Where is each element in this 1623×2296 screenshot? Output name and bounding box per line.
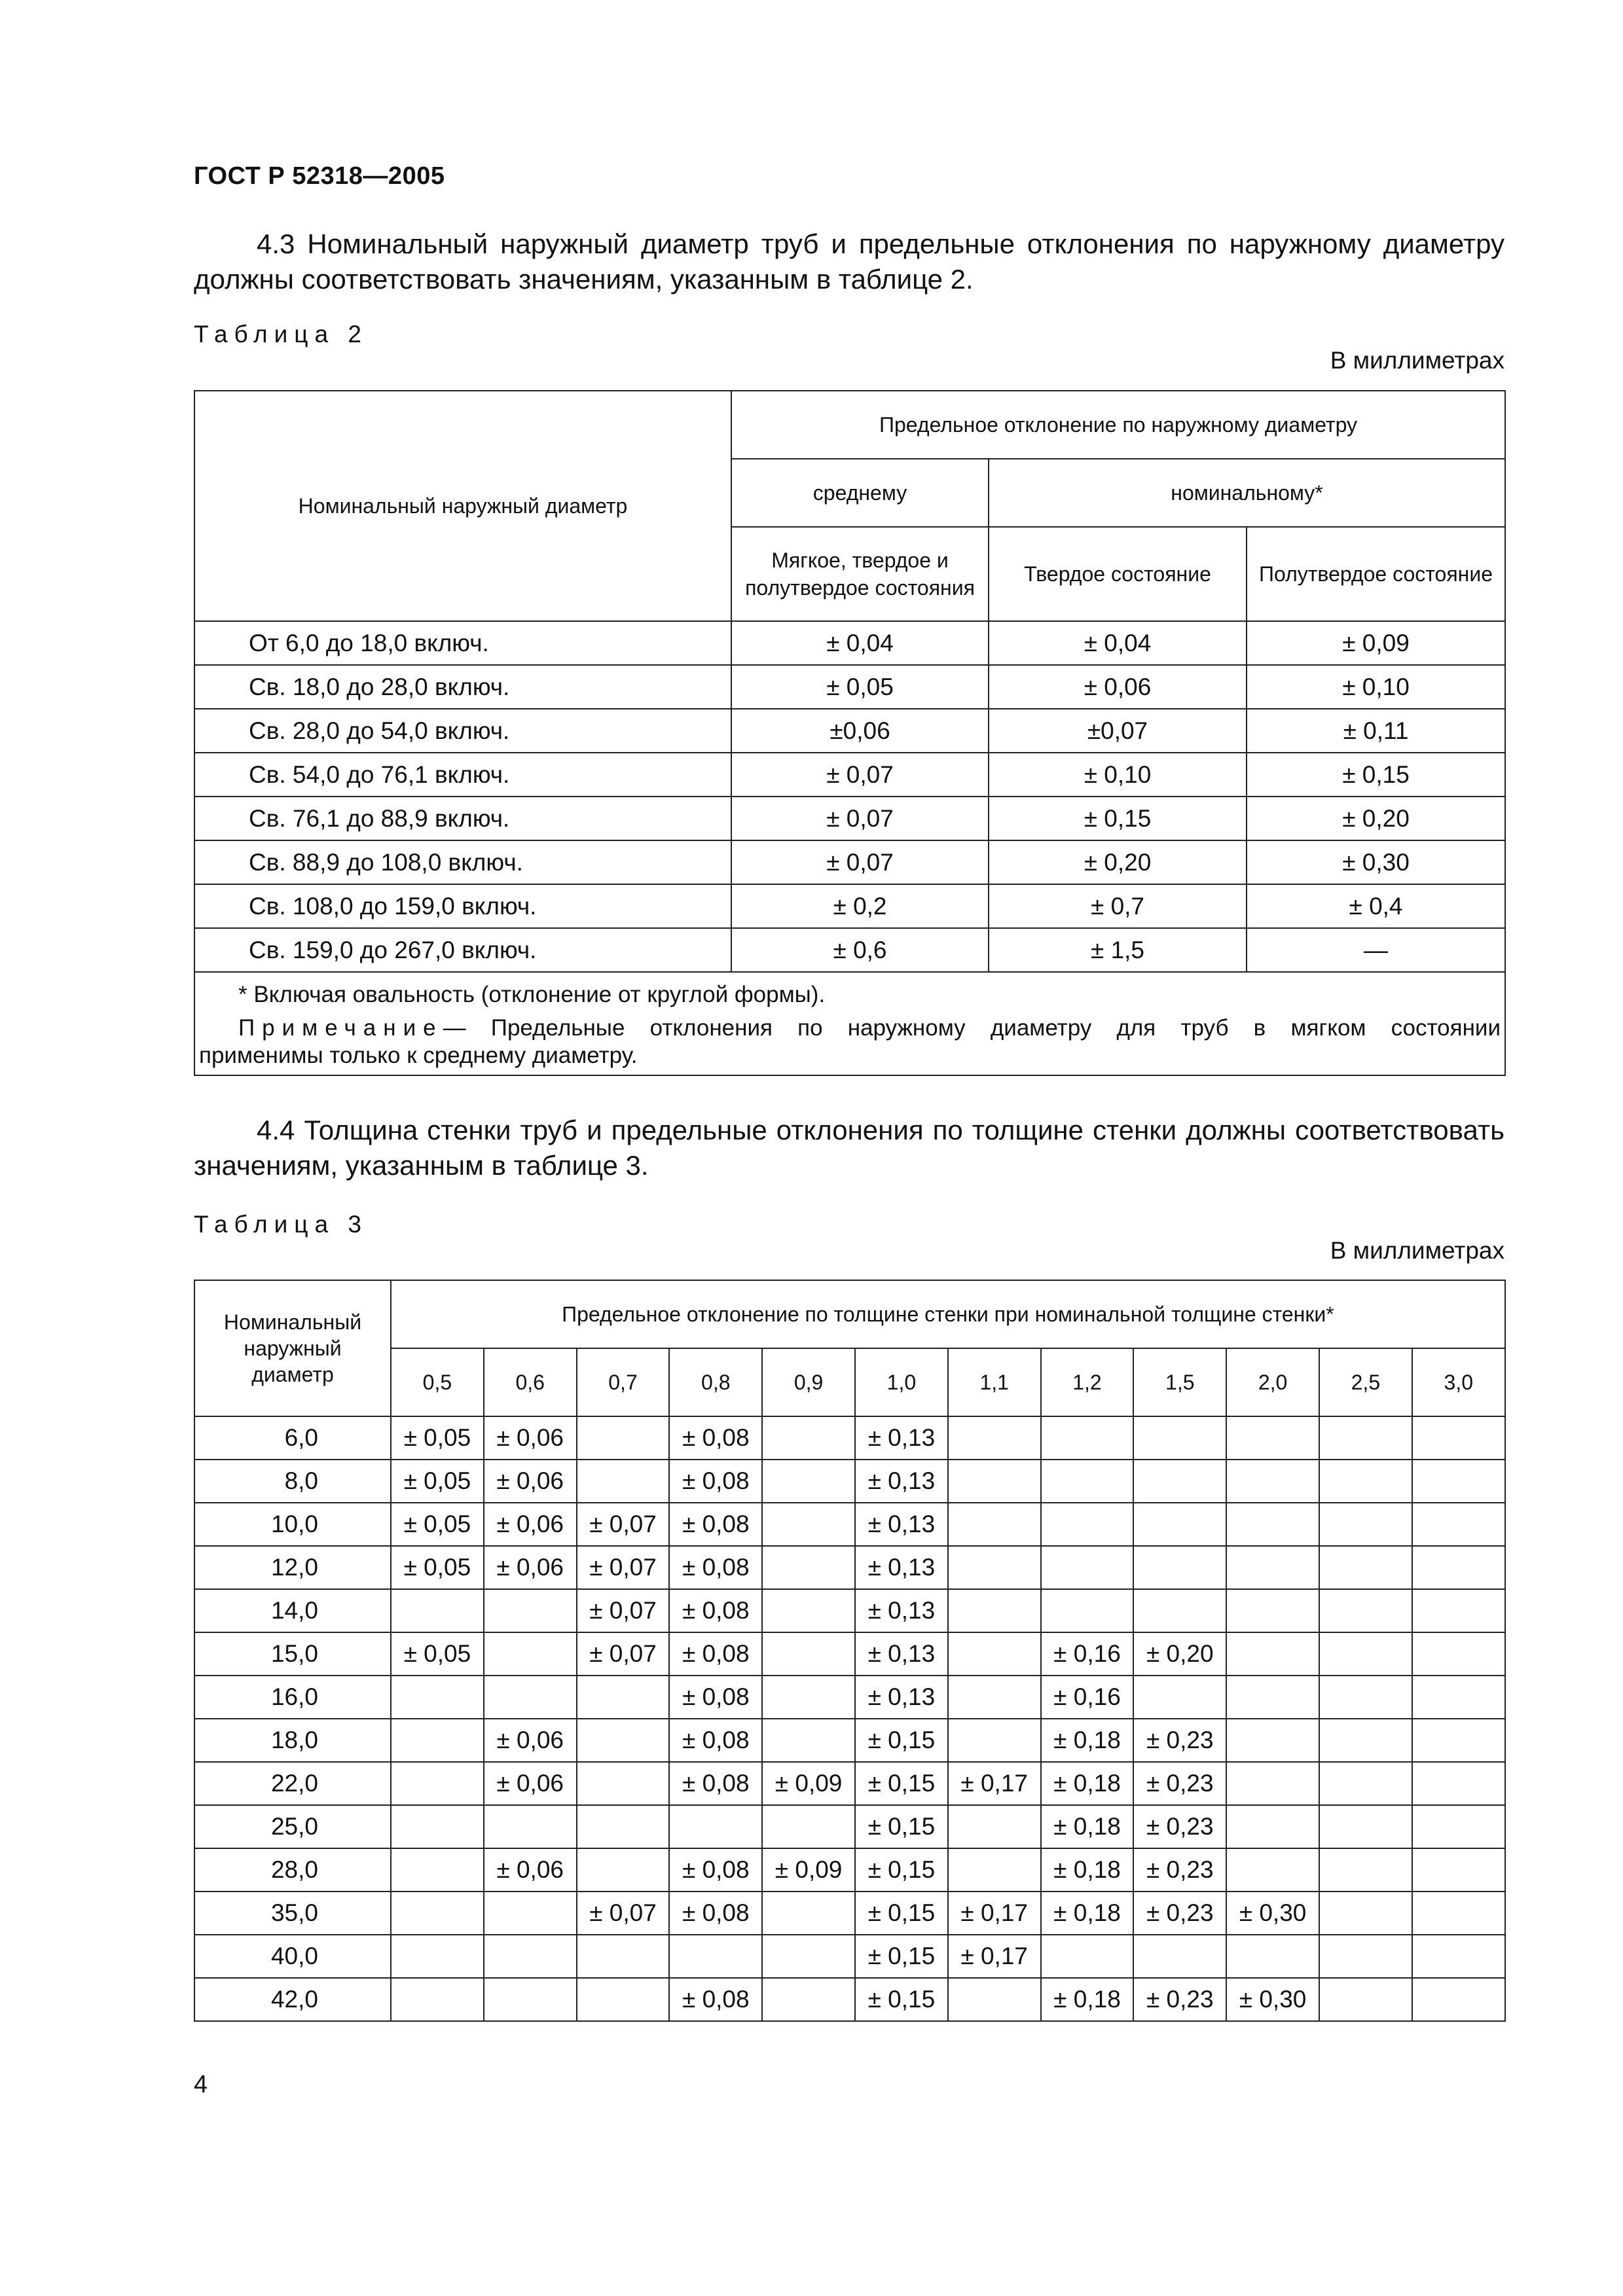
- t3-cell-deviation: [1412, 1676, 1505, 1719]
- t3-cell-deviation: [391, 1719, 484, 1762]
- t3-cell-deviation: [1226, 1848, 1319, 1892]
- t3-cell-deviation: [948, 1460, 1041, 1503]
- t3-cell-deviation: [1319, 1503, 1412, 1546]
- table3-caption: Таблица 3: [194, 1211, 368, 1238]
- t2-cell-range: Св. 54,0 до 76,1 включ.: [194, 753, 731, 797]
- t3-cell-diameter: 18,0: [194, 1719, 391, 1762]
- t3-cell-deviation: ± 0,13: [855, 1589, 948, 1632]
- t3-row: [194, 1416, 1505, 1460]
- t3-cell-deviation: ± 0,08: [669, 1460, 762, 1503]
- t3-cell-deviation: [948, 1632, 1041, 1676]
- t3-cell-deviation: ± 0,07: [577, 1503, 670, 1546]
- t3-cell-deviation: ± 0,06: [484, 1460, 577, 1503]
- t2-footnote: * Включая овальность (отклонение от круглой формы).: [238, 982, 826, 1007]
- t3-cell-deviation: [577, 1719, 670, 1762]
- t3-cell-deviation: ± 0,05: [391, 1416, 484, 1460]
- paragraph-4-4-line1: 4.4 Толщина стенки труб и предельные отклонения по толщине стенки должны соответствовать: [257, 1115, 1504, 1145]
- t3-cell-deviation: [762, 1546, 855, 1589]
- t3-cell-deviation: [948, 1503, 1041, 1546]
- t2-remark-text: — Предельные отклонения по наружному диаметру для труб в мягком состоянии: [443, 1015, 1501, 1041]
- t3-cell-deviation: [577, 1676, 670, 1719]
- t3-cell-deviation: [1319, 1848, 1412, 1892]
- t3-cell-deviation: ± 0,15: [855, 1805, 948, 1848]
- t2-cell-semi: ± 0,11: [1247, 709, 1505, 753]
- t3-cell-deviation: ± 0,23: [1133, 1848, 1226, 1892]
- t3-cell-deviation: [1412, 1503, 1505, 1546]
- t3-cell-deviation: [948, 1848, 1041, 1892]
- t3-cell-deviation: [577, 1935, 670, 1978]
- t3-cell-deviation: ± 0,07: [577, 1546, 670, 1589]
- t3-header-thickness: 1,1: [948, 1348, 1041, 1416]
- t3-cell-deviation: ± 0,15: [855, 1978, 948, 2021]
- t3-cell-deviation: ± 0,05: [391, 1460, 484, 1503]
- t3-cell-deviation: [391, 1892, 484, 1935]
- t2-cell-hard: ± 0,15: [989, 797, 1247, 840]
- t3-cell-deviation: ± 0,06: [484, 1848, 577, 1892]
- t3-cell-deviation: [1412, 1805, 1505, 1848]
- t3-cell-deviation: [577, 1978, 670, 2021]
- t3-cell-deviation: ± 0,05: [391, 1503, 484, 1546]
- t3-cell-deviation: [948, 1589, 1041, 1632]
- t2-cell-range: От 6,0 до 18,0 включ.: [194, 621, 731, 665]
- paragraph-4-3-line1: 4.3 Номинальный наружный диаметр труб и предельные отклонения по наружному диаметру: [257, 228, 1504, 259]
- t3-cell-deviation: [1319, 1935, 1412, 1978]
- t3-cell-diameter: 35,0: [194, 1892, 391, 1935]
- t2-cell-avg: ± 0,04: [731, 621, 989, 665]
- t3-cell-deviation: ± 0,05: [391, 1546, 484, 1589]
- t3-cell-deviation: [1041, 1935, 1134, 1978]
- t3-cell-deviation: [1412, 1978, 1505, 2021]
- t3-header-thickness: 3,0: [1412, 1348, 1505, 1416]
- t3-cell-diameter: 40,0: [194, 1935, 391, 1978]
- t3-header-thickness: 1,0: [855, 1348, 948, 1416]
- t3-cell-diameter: 14,0: [194, 1589, 391, 1632]
- t3-cell-deviation: [1412, 1892, 1505, 1935]
- t3-cell-deviation: [1412, 1589, 1505, 1632]
- t2-cell-semi: ± 0,15: [1247, 753, 1505, 797]
- t3-cell-deviation: [948, 1978, 1041, 2021]
- t3-cell-deviation: ± 0,06: [484, 1503, 577, 1546]
- t3-cell-deviation: ± 0,13: [855, 1676, 948, 1719]
- t3-cell-deviation: [1412, 1460, 1505, 1503]
- t3-row: [194, 1503, 1505, 1546]
- t2-remark-line2: применимы только к среднему диаметру.: [199, 1043, 638, 1068]
- t2-cell-range: Св. 159,0 до 267,0 включ.: [194, 928, 731, 972]
- t3-cell-deviation: ± 0,13: [855, 1503, 948, 1546]
- t2-cell-semi: ± 0,09: [1247, 621, 1505, 665]
- t2-row: [194, 621, 1505, 665]
- t3-row: [194, 1719, 1505, 1762]
- t3-cell-deviation: [391, 1805, 484, 1848]
- t2-cell-hard: ± 0,06: [989, 665, 1247, 709]
- t3-cell-deviation: [484, 1589, 577, 1632]
- t3-cell-diameter: 10,0: [194, 1503, 391, 1546]
- t2-header-soft-hard-semi: Мягкое, твердое и полутвердое состояния: [731, 527, 989, 621]
- t3-cell-deviation: ± 0,23: [1133, 1719, 1226, 1762]
- t3-cell-deviation: [1319, 1978, 1412, 2021]
- t3-cell-deviation: ± 0,30: [1226, 1978, 1319, 2021]
- t3-cell-deviation: [1319, 1676, 1412, 1719]
- t3-cell-deviation: ± 0,08: [669, 1676, 762, 1719]
- t3-cell-diameter: 15,0: [194, 1632, 391, 1676]
- t2-row: [194, 884, 1505, 928]
- t3-cell-deviation: [577, 1762, 670, 1805]
- t3-cell-deviation: [1226, 1503, 1319, 1546]
- t2-header-deviation: Предельное отклонение по наружному диаметру: [731, 391, 1505, 459]
- t3-cell-deviation: ± 0,18: [1041, 1762, 1134, 1805]
- t3-cell-deviation: ± 0,09: [762, 1762, 855, 1805]
- t3-cell-deviation: ± 0,30: [1226, 1892, 1319, 1935]
- t3-header-thickness: 0,8: [669, 1348, 762, 1416]
- t3-row: [194, 1546, 1505, 1589]
- t3-cell-diameter: 6,0: [194, 1416, 391, 1460]
- t2-remark: [195, 1012, 1504, 1075]
- t3-cell-deviation: ± 0,23: [1133, 1762, 1226, 1805]
- t2-cell-avg: ± 0,07: [731, 797, 989, 840]
- t3-cell-deviation: [1226, 1719, 1319, 1762]
- t3-cell-deviation: [391, 1978, 484, 2021]
- t3-cell-deviation: [1412, 1546, 1505, 1589]
- t2-row: [194, 665, 1505, 709]
- t3-row: [194, 1632, 1505, 1676]
- t2-row: [194, 928, 1505, 972]
- t3-cell-deviation: ± 0,18: [1041, 1719, 1134, 1762]
- t3-cell-deviation: [762, 1676, 855, 1719]
- t3-cell-deviation: [948, 1546, 1041, 1589]
- t3-cell-deviation: [762, 1632, 855, 1676]
- t3-cell-deviation: [484, 1978, 577, 2021]
- t2-header-average: среднему: [731, 459, 989, 527]
- t3-cell-deviation: ± 0,08: [669, 1546, 762, 1589]
- paragraph-4-4: [194, 1113, 1504, 1183]
- t3-cell-deviation: [391, 1848, 484, 1892]
- t2-cell-hard: ±0,07: [989, 709, 1247, 753]
- t3-cell-deviation: [1133, 1460, 1226, 1503]
- t2-cell-hard: ± 0,7: [989, 884, 1247, 928]
- t3-cell-deviation: [1133, 1546, 1226, 1589]
- t3-cell-deviation: [577, 1805, 670, 1848]
- t3-cell-deviation: [762, 1805, 855, 1848]
- t3-cell-deviation: [391, 1935, 484, 1978]
- t2-remark-line1: [199, 1014, 1501, 1042]
- t3-cell-diameter: 16,0: [194, 1676, 391, 1719]
- table-2: [194, 390, 1506, 1076]
- t3-cell-deviation: [484, 1632, 577, 1676]
- t3-cell-deviation: [762, 1503, 855, 1546]
- t3-cell-deviation: [1133, 1676, 1226, 1719]
- t3-cell-deviation: ± 0,08: [669, 1762, 762, 1805]
- table3-units: В миллиметрах: [1330, 1237, 1504, 1264]
- t2-cell-hard: ± 0,10: [989, 753, 1247, 797]
- t3-cell-deviation: [1319, 1546, 1412, 1589]
- t2-cell-semi: —: [1247, 928, 1505, 972]
- t2-cell-range: Св. 18,0 до 28,0 включ.: [194, 665, 731, 709]
- t3-cell-deviation: [577, 1416, 670, 1460]
- t3-cell-deviation: ± 0,08: [669, 1503, 762, 1546]
- t3-cell-deviation: [577, 1848, 670, 1892]
- t2-cell-avg: ± 0,2: [731, 884, 989, 928]
- t2-cell-semi: ± 0,30: [1247, 840, 1505, 884]
- t3-cell-deviation: [948, 1676, 1041, 1719]
- t2-footer: [194, 972, 1505, 1075]
- t2-cell-range: Св. 76,1 до 88,9 включ.: [194, 797, 731, 840]
- t3-header-thickness: 1,2: [1041, 1348, 1134, 1416]
- t3-cell-diameter: 22,0: [194, 1762, 391, 1805]
- t3-header-thickness: 2,5: [1319, 1348, 1412, 1416]
- t3-cell-deviation: [948, 1719, 1041, 1762]
- t3-cell-deviation: ± 0,13: [855, 1546, 948, 1589]
- t3-cell-deviation: [1319, 1632, 1412, 1676]
- t3-cell-deviation: ± 0,16: [1041, 1676, 1134, 1719]
- t3-cell-deviation: [1133, 1416, 1226, 1460]
- t3-cell-deviation: ± 0,13: [855, 1416, 948, 1460]
- t3-cell-deviation: [1226, 1935, 1319, 1978]
- t3-row: [194, 1978, 1505, 2021]
- t2-cell-hard: ± 0,04: [989, 621, 1247, 665]
- t3-cell-deviation: ± 0,18: [1041, 1848, 1134, 1892]
- t3-cell-diameter: 28,0: [194, 1848, 391, 1892]
- t3-header-thickness: 0,5: [391, 1348, 484, 1416]
- t3-cell-deviation: [1133, 1935, 1226, 1978]
- t3-cell-deviation: ± 0,18: [1041, 1805, 1134, 1848]
- t3-cell-deviation: [1226, 1546, 1319, 1589]
- t3-cell-deviation: ± 0,17: [948, 1935, 1041, 1978]
- t3-header-thickness: 0,9: [762, 1348, 855, 1416]
- t3-header-deviation: Предельное отклонение по толщине стенки при номинальной толщине стенки*: [391, 1280, 1505, 1348]
- t3-cell-deviation: ± 0,08: [669, 1719, 762, 1762]
- t3-cell-deviation: [1226, 1762, 1319, 1805]
- t3-cell-deviation: ± 0,15: [855, 1935, 948, 1978]
- t3-header-thickness: 1,5: [1133, 1348, 1226, 1416]
- t3-cell-deviation: [1412, 1719, 1505, 1762]
- t3-cell-deviation: [1412, 1935, 1505, 1978]
- t3-cell-deviation: [1412, 1416, 1505, 1460]
- table2-units: В миллиметрах: [1330, 347, 1504, 374]
- t3-cell-deviation: [1319, 1762, 1412, 1805]
- t3-cell-deviation: ± 0,23: [1133, 1805, 1226, 1848]
- t3-cell-deviation: [1226, 1805, 1319, 1848]
- t3-row: [194, 1676, 1505, 1719]
- table-3: [194, 1280, 1506, 2022]
- paragraph-4-3: [194, 226, 1504, 297]
- t3-cell-deviation: [1133, 1589, 1226, 1632]
- t3-cell-deviation: ± 0,23: [1133, 1978, 1226, 2021]
- t3-cell-deviation: ± 0,08: [669, 1632, 762, 1676]
- t3-row: [194, 1935, 1505, 1978]
- t3-cell-deviation: ± 0,15: [855, 1762, 948, 1805]
- t3-cell-deviation: ± 0,13: [855, 1632, 948, 1676]
- t3-cell-deviation: [391, 1676, 484, 1719]
- t2-row: [194, 840, 1505, 884]
- t2-remark-word: Примечание: [238, 1015, 443, 1041]
- t3-cell-deviation: [1226, 1460, 1319, 1503]
- t3-cell-deviation: ± 0,18: [1041, 1892, 1134, 1935]
- t3-row: [194, 1892, 1505, 1935]
- t3-cell-deviation: ± 0,06: [484, 1416, 577, 1460]
- t3-cell-deviation: ± 0,15: [855, 1719, 948, 1762]
- t3-cell-deviation: [762, 1589, 855, 1632]
- document-id: ГОСТ Р 52318—2005: [194, 162, 445, 190]
- page-number: 4: [194, 2071, 208, 2098]
- t2-row: [194, 753, 1505, 797]
- t3-row: [194, 1848, 1505, 1892]
- t2-cell-semi: ± 0,4: [1247, 884, 1505, 928]
- t3-cell-deviation: [1226, 1632, 1319, 1676]
- t3-cell-deviation: ± 0,06: [484, 1719, 577, 1762]
- t3-header-thickness: 0,7: [577, 1348, 670, 1416]
- t3-header-diameter: Номинальный наружный диаметр: [194, 1280, 391, 1416]
- t3-cell-diameter: 42,0: [194, 1978, 391, 2021]
- t3-cell-deviation: [484, 1892, 577, 1935]
- t2-cell-avg: ± 0,05: [731, 665, 989, 709]
- t3-cell-deviation: ± 0,15: [855, 1848, 948, 1892]
- t3-cell-deviation: [577, 1460, 670, 1503]
- t3-cell-deviation: [1041, 1460, 1134, 1503]
- t3-cell-deviation: [1041, 1416, 1134, 1460]
- t3-cell-deviation: [762, 1719, 855, 1762]
- t3-cell-deviation: ± 0,05: [391, 1632, 484, 1676]
- t3-cell-deviation: ± 0,07: [577, 1892, 670, 1935]
- t2-cell-semi: ± 0,10: [1247, 665, 1505, 709]
- t3-cell-deviation: ± 0,23: [1133, 1892, 1226, 1935]
- t3-cell-deviation: [1319, 1460, 1412, 1503]
- t3-cell-deviation: ± 0,07: [577, 1632, 670, 1676]
- t3-row: [194, 1805, 1505, 1848]
- t3-row: [194, 1589, 1505, 1632]
- t3-cell-deviation: ± 0,18: [1041, 1978, 1134, 2021]
- t3-cell-deviation: ± 0,17: [948, 1892, 1041, 1935]
- t2-cell-avg: ± 0,6: [731, 928, 989, 972]
- t2-header-hard: Твердое состояние: [989, 527, 1247, 621]
- t3-cell-deviation: ± 0,08: [669, 1978, 762, 2021]
- t3-cell-deviation: [762, 1978, 855, 2021]
- t2-cell-hard: ± 0,20: [989, 840, 1247, 884]
- t3-cell-deviation: [1226, 1676, 1319, 1719]
- t3-cell-deviation: [762, 1892, 855, 1935]
- t3-cell-deviation: [1412, 1762, 1505, 1805]
- table2-caption: Таблица 2: [194, 321, 368, 348]
- t3-cell-deviation: [1319, 1805, 1412, 1848]
- t2-cell-semi: ± 0,20: [1247, 797, 1505, 840]
- t3-cell-deviation: [1226, 1589, 1319, 1632]
- t3-row: [194, 1762, 1505, 1805]
- t3-cell-deviation: [1041, 1546, 1134, 1589]
- t3-cell-deviation: ± 0,08: [669, 1892, 762, 1935]
- t2-row: [194, 797, 1505, 840]
- t3-cell-deviation: [762, 1935, 855, 1978]
- t3-cell-deviation: [391, 1762, 484, 1805]
- t3-cell-deviation: ± 0,17: [948, 1762, 1041, 1805]
- t3-cell-deviation: [762, 1416, 855, 1460]
- t2-header-nominal: номинальному*: [989, 459, 1505, 527]
- t3-cell-deviation: [1319, 1589, 1412, 1632]
- t3-cell-deviation: [669, 1935, 762, 1978]
- t3-cell-deviation: ± 0,08: [669, 1589, 762, 1632]
- t3-cell-deviation: [1319, 1416, 1412, 1460]
- t3-cell-diameter: 12,0: [194, 1546, 391, 1589]
- t3-cell-deviation: [484, 1935, 577, 1978]
- paragraph-4-3-line2: должны соответствовать значениям, указанным в таблице 2.: [194, 264, 974, 295]
- t3-cell-deviation: ± 0,08: [669, 1416, 762, 1460]
- t3-header-thickness: 0,6: [484, 1348, 577, 1416]
- t3-cell-deviation: [484, 1676, 577, 1719]
- t2-cell-range: Св. 88,9 до 108,0 включ.: [194, 840, 731, 884]
- t3-cell-deviation: ± 0,09: [762, 1848, 855, 1892]
- t3-cell-deviation: ± 0,06: [484, 1762, 577, 1805]
- t3-cell-deviation: [1412, 1632, 1505, 1676]
- t3-cell-diameter: 8,0: [194, 1460, 391, 1503]
- t3-cell-deviation: [391, 1589, 484, 1632]
- t3-cell-deviation: [1319, 1892, 1412, 1935]
- t3-cell-deviation: [948, 1805, 1041, 1848]
- t3-row: [194, 1460, 1505, 1503]
- t2-cell-avg: ±0,06: [731, 709, 989, 753]
- t2-cell-range: Св. 108,0 до 159,0 включ.: [194, 884, 731, 928]
- t2-cell-hard: ± 1,5: [989, 928, 1247, 972]
- t3-cell-deviation: [1412, 1848, 1505, 1892]
- t3-cell-deviation: [669, 1805, 762, 1848]
- t3-cell-deviation: ± 0,07: [577, 1589, 670, 1632]
- t3-cell-deviation: [762, 1460, 855, 1503]
- t3-cell-deviation: ± 0,16: [1041, 1632, 1134, 1676]
- t3-cell-deviation: ± 0,06: [484, 1546, 577, 1589]
- t2-header-semi-hard: Полутвердое состояние: [1247, 527, 1505, 621]
- t3-cell-deviation: [1226, 1416, 1319, 1460]
- t2-header-diameter: Номинальный наружный диаметр: [194, 391, 731, 621]
- t3-cell-deviation: ± 0,08: [669, 1848, 762, 1892]
- paragraph-4-4-line2: значениям, указанным в таблице 3.: [194, 1150, 649, 1181]
- t3-cell-diameter: 25,0: [194, 1805, 391, 1848]
- t3-cell-deviation: [948, 1416, 1041, 1460]
- t3-header-thickness: 2,0: [1226, 1348, 1319, 1416]
- t3-cell-deviation: [1319, 1719, 1412, 1762]
- t3-cell-deviation: ± 0,13: [855, 1460, 948, 1503]
- t3-cell-deviation: [1041, 1503, 1134, 1546]
- t3-cell-deviation: [484, 1805, 577, 1848]
- t3-cell-deviation: [1133, 1503, 1226, 1546]
- t2-cell-avg: ± 0,07: [731, 840, 989, 884]
- t2-row: [194, 709, 1505, 753]
- t2-cell-avg: ± 0,07: [731, 753, 989, 797]
- t3-cell-deviation: ± 0,20: [1133, 1632, 1226, 1676]
- t2-cell-range: Св. 28,0 до 54,0 включ.: [194, 709, 731, 753]
- t3-cell-deviation: ± 0,15: [855, 1892, 948, 1935]
- t3-cell-deviation: [1041, 1589, 1134, 1632]
